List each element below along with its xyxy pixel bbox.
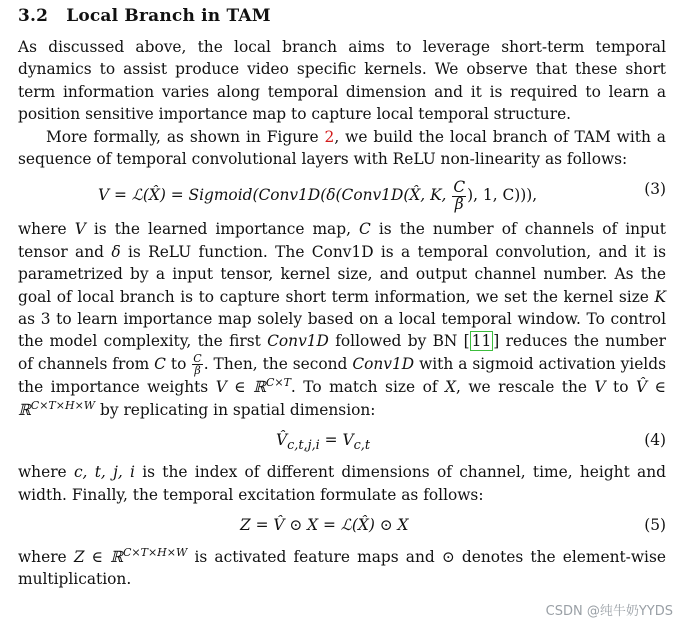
p3-fraction — [192, 353, 202, 376]
eq5-expression: Z = V̂ ⊙ X = ℒ(X̂) ⊙ X — [240, 516, 409, 534]
paragraph-intro: As discussed above, the local branch aims to leverage short-term temporal dynamics to assist produce video specific kernels. We observe that these short term information varies along temporal dimension and it is required to learn a position sensitive importance map to capture local temporal structure. — [18, 38, 666, 124]
para2-before: More formally, as shown in Figure — [46, 127, 325, 146]
p3-t9: . Then, the second — [203, 354, 353, 373]
eq3-frac-den: β — [454, 194, 464, 213]
p3-t12: , we rescale the — [455, 378, 595, 397]
p3-t6: followed by BN [ — [328, 332, 470, 351]
paragraph-definitions — [18, 218, 666, 421]
csdn-watermark: CSDN @纯牛奶YYDS — [545, 604, 673, 619]
p4-vars: c, t, j, i — [73, 463, 135, 482]
section-heading — [18, 6, 666, 26]
p3-c: C — [359, 220, 371, 239]
bn-citation-link[interactable]: 11 — [471, 332, 492, 351]
eq4-mid: = V — [319, 431, 354, 450]
para2-after: , we build the local branch of TAM with a sequence of temporal convolutional layers with ReLU non-linearity as follows: — [18, 127, 666, 169]
p4-t1: where — [18, 463, 74, 482]
section-title: Local Branch in TAM — [66, 6, 271, 26]
p3-t7: ] reduces the number of channels from — [18, 332, 666, 373]
p3-t10: with a sigmoid activation yields the importance weights — [18, 354, 666, 397]
p3-t13: to — [605, 378, 636, 397]
eq3-lhs: V = ℒ(X̂) = Sigmoid(Conv1D(δ(Conv1D(X̂, K, — [98, 186, 452, 205]
paper-section — [18, 6, 666, 591]
p5-t1: where — [18, 548, 74, 566]
p3-t8: to — [165, 354, 192, 373]
eq3-rhs: ), 1, C))), — [467, 186, 538, 205]
p3-t3: is the number of channels of input tensor and — [18, 220, 666, 261]
p3-t1: where — [18, 220, 75, 239]
p3-vhat: V̂ ∈ ℝ — [18, 378, 666, 419]
figure-reference-link[interactable]: 2 — [324, 127, 335, 146]
equation-3 — [18, 170, 666, 218]
p3-t14: by replicating in spatial dimension: — [95, 400, 376, 419]
equation-5-body — [240, 516, 409, 534]
p3-sup1: C×T — [265, 376, 291, 390]
p3-sup2: C×T×H×W — [30, 398, 96, 412]
p3-c2: C — [154, 354, 166, 373]
p3-x: X — [445, 378, 456, 397]
p5-t2: is activated feature maps and ⊙ denotes the element-wise multiplication. — [18, 548, 666, 589]
eq3-fraction — [452, 180, 466, 212]
paragraph-indices — [18, 461, 666, 506]
p3-frac-num: C — [193, 352, 202, 366]
p3-v3: V — [594, 378, 606, 397]
p3-t5: as 3 to learn importance map solely based on a local temporal window. To control the model complexity, the first — [18, 310, 666, 351]
p5-sup: C×T×H×W — [122, 545, 188, 559]
equation-4 — [18, 421, 666, 461]
equation-3-body — [98, 180, 537, 212]
section-number: 3.2 — [18, 6, 49, 26]
p3-t2: is the learned importance map, — [85, 220, 360, 239]
p3-conv-first: Conv1D — [267, 332, 329, 351]
equation-5-number: (5) — [644, 516, 666, 534]
equation-3-number: (3) — [644, 180, 666, 199]
p3-delta: δ — [111, 242, 121, 261]
p3-v: V — [74, 220, 86, 239]
p3-conv-second: Conv1D — [352, 354, 415, 373]
paragraph-formal — [18, 126, 666, 171]
equation-4-number: (4) — [644, 431, 666, 450]
p4-t2: is the index of different dimensions of channel, time, height and width. Finally, the temporal excitation formulate as follows: — [18, 463, 666, 504]
eq4-sub-rhs: c,t — [353, 438, 370, 454]
paragraph-activated — [18, 546, 666, 591]
equation-4-body — [276, 431, 370, 453]
p5-z: Z ∈ ℝ — [73, 548, 123, 566]
eq4-sub-lhs: c,t,j,i — [287, 438, 320, 454]
eq4-lhs: V̂ — [276, 431, 288, 450]
p3-v2: V ∈ ℝ — [215, 378, 266, 397]
eq3-frac-num: C — [453, 178, 466, 197]
p3-frac-den: β — [194, 364, 201, 378]
p3-k: K — [654, 287, 666, 306]
p3-t11: . To match size of — [290, 378, 446, 397]
p3-t4: is ReLU function. The Conv1D is a temporal convolution, and it is parametrized by a input tensor, kernel size, and output channel number. As the goal of local branch is to capture short term information, we set the kernel size — [18, 242, 666, 306]
equation-5 — [18, 506, 666, 546]
